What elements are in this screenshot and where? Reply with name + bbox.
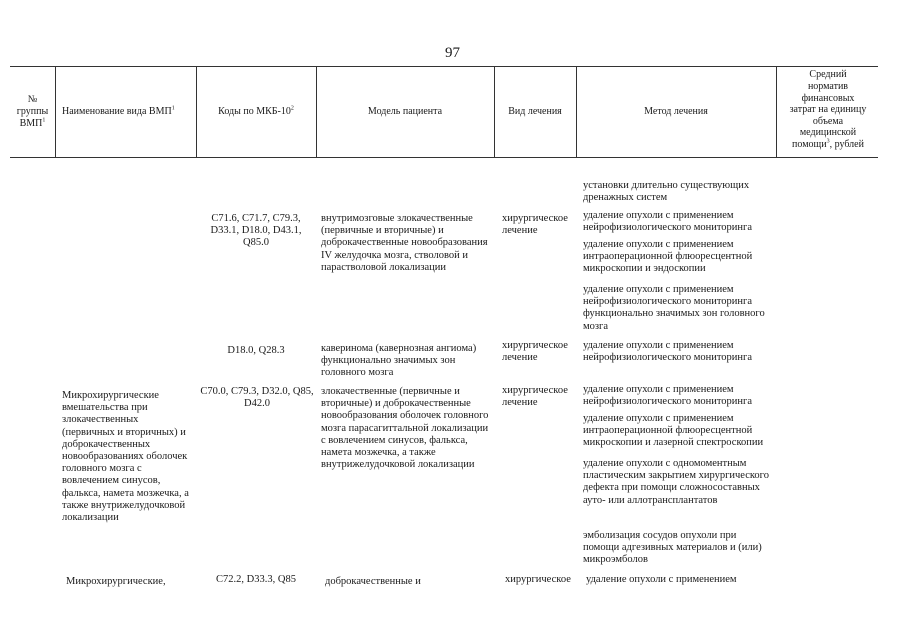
method-cell: удаление опухоли с применением нейрофизиологического мониторинга xyxy=(583,340,753,364)
header-patient-model xyxy=(316,67,494,157)
table-header-bottom-border xyxy=(10,157,878,158)
patient-model-cell: злокачественные (первичные и вторичные) и доброкачественные новообразования оболочек головного мозга парасагиттальной локализации с вовлечением синусов, фалькса, намета мозжечка, а также внутрижелудочковой локализации xyxy=(321,386,489,471)
treatment-type-cell: хирургическое лечение xyxy=(502,213,568,237)
header-group-number-text: № группы ВМП xyxy=(16,94,49,129)
footnote-marker: 1 xyxy=(171,105,175,112)
column-divider xyxy=(55,66,56,158)
footnote-marker: 2 xyxy=(290,105,294,112)
patient-model-cell: доброкачественные и xyxy=(325,576,421,587)
method-cell: удаление опухоли с применением интраоперационной флюоресцентной микроскопии и эндоскопии xyxy=(583,239,753,275)
header-icd-codes xyxy=(196,67,316,157)
treatment-type-cell: хирургическое лечение xyxy=(502,385,568,409)
header-cost-norm-text: Средний норматив финансовых затрат на единицу объема медицинской помощи xyxy=(789,69,867,150)
vmp-name-cell: Микрохирургические, xyxy=(66,576,166,587)
method-cell: удаление опухоли с применением нейрофизиологического мониторинга xyxy=(583,384,753,408)
treatment-type-cell: хирургическое xyxy=(505,574,571,585)
header-vmp-name-text: Наименование вида ВМП xyxy=(62,106,172,117)
method-cell: эмболизация сосудов опухоли при помощи адгезивных материалов и (или) микроэмболов xyxy=(583,530,762,566)
method-cell: удаление опухоли с применением нейрофизиологического мониторинга xyxy=(583,210,753,234)
method-cell: удаление опухоли с применением xyxy=(586,574,737,585)
header-icd-codes-text: Коды по МКБ-10 xyxy=(218,106,291,117)
treatment-type-cell: хирургическое лечение xyxy=(502,340,568,364)
method-cell: установки длительно существующих дренажных систем xyxy=(583,180,750,204)
icd-codes-cell: C70.0, C79.3, D32.0, Q85, D42.0 xyxy=(200,386,314,410)
header-cost-norm-tail: , рублей xyxy=(829,138,864,150)
method-cell: удаление опухоли с применением нейрофизиологического мониторинга функционально значимых зон головного мозга xyxy=(583,284,765,332)
header-treatment-method xyxy=(576,67,776,157)
footnote-marker: 3 xyxy=(826,138,830,145)
icd-codes-cell: D18.0, Q28.3 xyxy=(227,345,285,356)
patient-model-cell: внутримозговые злокачественные (первичные и вторичные) и доброкачественные новообразования IV желудочка мозга, стволовой и парастволовой локализации xyxy=(321,213,488,273)
vmp-name-cell: Микрохирургические вмешательства при злокачественных (первичных и вторичных) и доброкачественных новообразованиях оболочек головного мозга с вовлечением синусов, фалькса, намета мозжечка, а также внутрижелудочковой локализации xyxy=(62,390,189,524)
icd-codes-cell: C72.2, D33.3, Q85 xyxy=(216,574,296,585)
method-cell: удаление опухоли с применением интраоперационной флюоресцентной микроскопии и лазерной спектроскопии xyxy=(583,413,764,449)
header-treatment-type xyxy=(494,67,576,157)
header-group-number xyxy=(10,67,55,157)
patient-model-cell: каверинома (кавернозная ангиома) функционально значимых зон головного мозга xyxy=(321,343,477,379)
header-cost-norm xyxy=(776,60,880,160)
footnote-marker: 1 xyxy=(42,117,46,124)
header-patient-model-text: Модель пациента xyxy=(367,106,443,117)
page-number: 97 xyxy=(445,45,460,61)
header-treatment-method-text: Метод лечения xyxy=(644,106,708,117)
header-treatment-type-text: Вид лечения xyxy=(508,106,562,117)
method-cell: удаление опухоли с одномоментным пластическим закрытием хирургического дефекта при помощи сложносоставных ауто- или аллотрансплантатов xyxy=(583,458,769,506)
header-vmp-name xyxy=(62,67,196,157)
icd-codes-cell: C71.6, C71.7, C79.3, D33.1, D18.0, D43.1, Q85.0 xyxy=(210,213,302,249)
